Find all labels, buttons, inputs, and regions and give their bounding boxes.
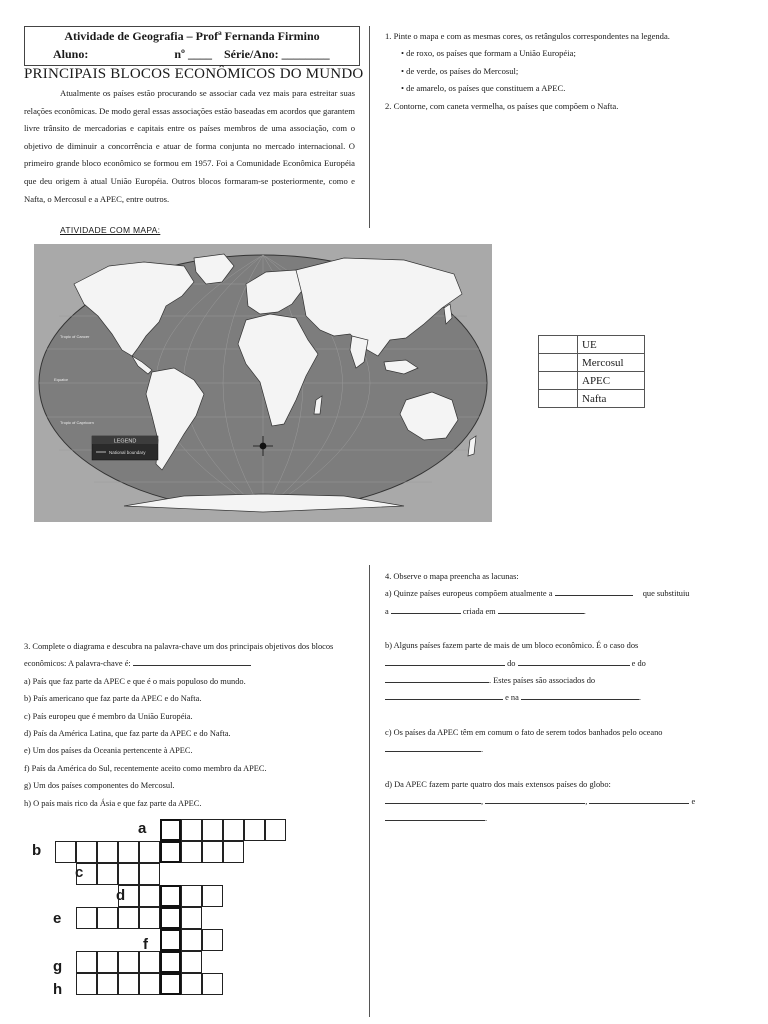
question-4d-line-3: . (385, 810, 745, 827)
crossword-cell[interactable] (76, 907, 97, 929)
student-name-label: Aluno: (53, 47, 89, 61)
crossword-clue-letter: d (116, 887, 126, 904)
crossword-cell[interactable] (76, 841, 97, 863)
crossword-clue-letter: g (53, 958, 63, 975)
crossword-cell[interactable] (181, 907, 202, 929)
crossword-cell[interactable] (118, 951, 139, 973)
clue-c: c) País europeu que é membro da União Européia. (24, 711, 193, 721)
clue-e: e) Um dos países da Oceania pertencente à APEC. (24, 746, 193, 756)
map-label-equator: Equator (54, 377, 69, 382)
crossword-cell[interactable] (181, 885, 202, 907)
map-label-tropic-cancer: Tropic of Cancer (60, 334, 90, 339)
question-4b-text-5: e na (505, 693, 519, 703)
question-4a-text-2: que substituiu (642, 589, 690, 599)
question-4b-text-4: . Estes países são associados do (489, 676, 596, 686)
crossword-cell[interactable] (97, 863, 118, 885)
crossword-cell[interactable] (97, 907, 118, 929)
crossword-cell[interactable] (202, 929, 223, 951)
intro-text: Atualmente os países estão procurando se associar cada vez mais para estreitar suas relações econômicas. De modo geral essas associações estão baseadas em acordos que garantem livre trânsito de mercadorias e capitais entre os países membros de uma associação, com o objetivo de diminuir a concorrência e atuar de forma conjunta no mercado internacional. O primeiro grande bloco econômico se formou em 1957. Foi a Comunidade Econômica Européia que deu origem à atual União Européia. Outros blocos formaram-se posteriormente, como e Nafta, o Mercosul e a APEC, entre outros. (24, 88, 355, 204)
crossword-cell[interactable] (202, 885, 223, 907)
crossword-cell[interactable] (202, 973, 223, 995)
crossword-cell[interactable] (139, 841, 160, 863)
crossword-cell[interactable] (97, 841, 118, 863)
crossword-key-cell[interactable] (160, 819, 181, 841)
map-legend-title: LEGEND (113, 438, 137, 445)
crossword-key-cell[interactable] (160, 951, 181, 973)
blank-4d-4[interactable] (385, 812, 485, 821)
blank-4b-2[interactable] (518, 657, 630, 666)
blank-4b-1[interactable] (385, 657, 505, 666)
instruction-1-item-ue: • de roxo, os países que formam a União Européia; (401, 48, 576, 59)
crossword-clue-letter: c (75, 864, 84, 881)
map-label-tropic-capricorn: Tropic of Capricorn (60, 420, 94, 425)
student-number-label: nº ____ (174, 47, 212, 61)
map-legend-item: National boundary (109, 450, 146, 455)
crossword-cell[interactable] (202, 819, 223, 841)
question-4d-line-1: d) Da APEC fazem parte quatro dos mais extensos países do globo: (385, 779, 611, 789)
crossword-key-cell[interactable] (160, 885, 181, 907)
blank-4b-4[interactable] (385, 691, 503, 700)
question-4-intro: 4. Observe o mapa preencha as lacunas: (385, 572, 519, 581)
crossword-cell[interactable] (55, 841, 76, 863)
crossword-cell[interactable] (181, 929, 202, 951)
blank-4c-1[interactable] (385, 743, 481, 752)
blank-4d-2[interactable] (485, 795, 585, 804)
instruction-1: 1. Pinte o mapa e com as mesmas cores, os retângulos correspondentes na legenda. (385, 31, 670, 41)
crossword-cell[interactable] (76, 973, 97, 995)
clue-d: d) País da América Latina, que faz parte da APEC e do Nafta. (24, 729, 231, 739)
legend-label-apec: APEC (578, 372, 645, 390)
clue-b: b) País americano que faz parte da APEC e do Nafta. (24, 694, 202, 704)
question-4c-line-1: c) Os países da APEC têm em comum o fato de serem todos banhados pelo oceano (385, 727, 663, 737)
crossword-cell[interactable] (139, 863, 160, 885)
question-3-intro-text: 3. Complete o diagrama e descubra na palavra-chave um dos principais objetivos dos blocos econômicos: A palavra-chave é: (24, 642, 334, 669)
crossword-cell[interactable] (139, 973, 160, 995)
blank-4a-1[interactable] (555, 587, 633, 596)
blank-4b-5[interactable] (521, 691, 639, 700)
crossword-cell[interactable] (118, 863, 139, 885)
crossword-cell[interactable] (97, 973, 118, 995)
question-4a-line-1 (385, 585, 745, 602)
question-4d-text-2: e (691, 797, 696, 807)
clue-f: f) País da América do Sul, recentemente aceito como membro da APEC. (24, 763, 267, 773)
crossword-clue-letter: a (138, 820, 147, 837)
question-4 (385, 568, 745, 828)
blank-4d-3[interactable] (589, 795, 689, 804)
page-title: PRINCIPAIS BLOCOS ECONÔMICOS DO MUNDO (24, 66, 364, 82)
crossword-key-cell[interactable] (160, 929, 181, 951)
crossword-cell[interactable] (223, 841, 244, 863)
question-4b-text-3: e do (631, 658, 646, 668)
crossword-cell[interactable] (139, 907, 160, 929)
clue-g: g) Um dos países componentes do Mercosul. (24, 781, 175, 791)
instruction-1-item-mercosul: • de verde, os países do Mercosul; (401, 65, 519, 76)
crossword-cell[interactable] (265, 819, 286, 841)
crossword-cell[interactable] (181, 973, 202, 995)
blank-4d-1[interactable] (385, 795, 481, 804)
question-4a-line-2: a criada em . (385, 606, 586, 616)
question-4b-line-2 (385, 655, 745, 672)
crossword-key-cell[interactable] (160, 973, 181, 995)
question-4b-line-3 (385, 672, 745, 689)
question-4b-line-4: e na . (385, 689, 745, 706)
crossword-cell[interactable] (118, 885, 139, 907)
crossword-cell[interactable] (118, 973, 139, 995)
crossword-cell[interactable] (139, 951, 160, 973)
legend-label-mercosul: Mercosul (578, 354, 645, 372)
question-4a-text-3: a (385, 606, 389, 616)
crossword-cell[interactable] (181, 841, 202, 863)
crossword-cell[interactable] (181, 951, 202, 973)
header-title: Atividade de Geografia – Profª Fernanda Firmino (64, 29, 320, 43)
crossword-key-cell[interactable] (160, 907, 181, 929)
question-4b-line-1: b) Alguns países fazem parte de mais de um bloco econômico. É o caso dos (385, 641, 639, 651)
blank-4b-3[interactable] (385, 674, 489, 683)
blank-4a-2[interactable] (391, 605, 461, 614)
crossword-key-cell[interactable] (160, 841, 181, 863)
crossword-cell[interactable] (202, 841, 223, 863)
blank-4a-3[interactable] (498, 605, 584, 614)
question-4d-line-2: , , e (385, 793, 745, 810)
crossword-cell[interactable] (139, 885, 160, 907)
question-4a-text-4: criada em (462, 606, 496, 616)
crossword-cell[interactable] (118, 841, 139, 863)
legend-label-ue: UE (578, 336, 645, 354)
crossword-clue-letter: h (53, 981, 63, 998)
student-grade-label: Série/Ano: ________ (223, 47, 330, 61)
instruction-1-item-apec: • de amarelo, os países que constituem a APEC. (401, 83, 566, 94)
instruction-2: 2. Contorne, com caneta vermelha, os países que compõem o Nafta. (385, 100, 619, 111)
question-4c-line-2: . (385, 741, 745, 758)
crossword-cell[interactable] (181, 819, 202, 841)
crossword-cell[interactable] (244, 819, 265, 841)
question-4b-text-2: do (507, 658, 516, 668)
clue-h: h) O país mais rico da Ásia e que faz parte da APEC. (24, 798, 202, 808)
crossword-cell[interactable] (223, 819, 244, 841)
crossword-clue-letter: f (143, 936, 148, 953)
crossword-clue-letter: b (32, 842, 42, 859)
crossword-cell[interactable] (76, 863, 97, 885)
crossword-clue-letter: e (53, 910, 62, 927)
crossword-cell[interactable] (118, 907, 139, 929)
map-activity-label: ATIVIDADE COM MAPA: (60, 225, 161, 235)
question-4a-text-1: a) Quinze países europeus compõem atualmente a (385, 589, 553, 599)
crossword-cell[interactable] (97, 951, 118, 973)
legend-label-nafta: Nafta (578, 390, 645, 408)
crossword-cell[interactable] (76, 951, 97, 973)
clue-a: a) País que faz parte da APEC e que é o mais populoso do mundo. (24, 676, 246, 686)
